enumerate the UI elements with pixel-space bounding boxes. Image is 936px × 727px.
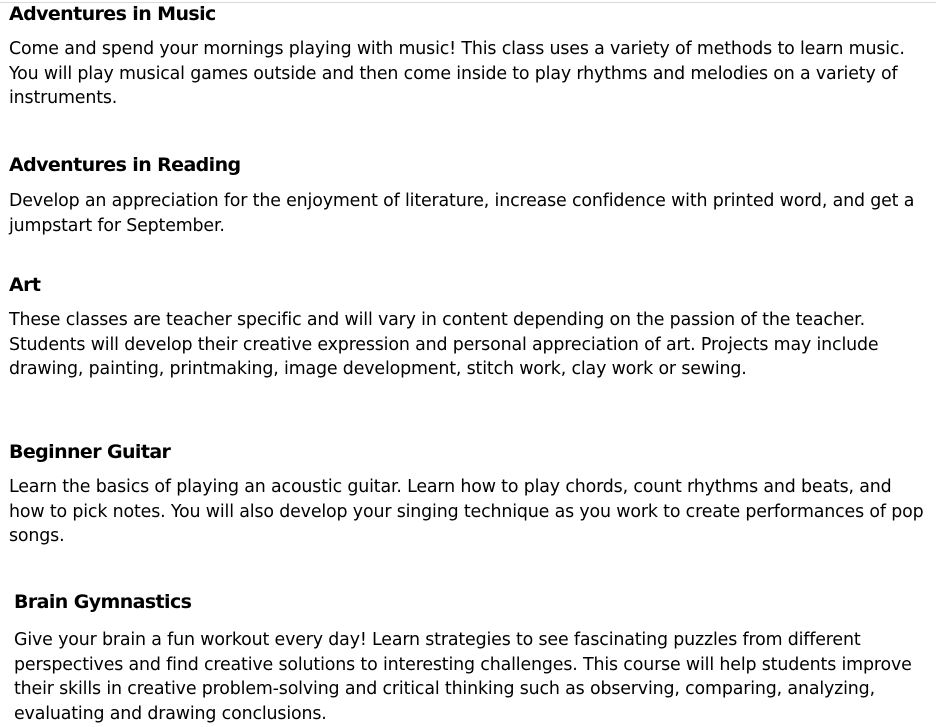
course-description: Come and spend your mornings playing with music! This class uses a variety of methods to learn music. You will play musical games outside and then come inside to play rhythms and melodies on a variety of instruments. [9, 39, 905, 108]
course-title: Art [9, 274, 41, 296]
course-description: Learn the basics of playing an acoustic guitar. Learn how to play chords, count rhythms and beats, and how to pick notes. You will also develop your singing technique as you work to create performances of pop songs. [9, 477, 924, 546]
course-description: Give your brain a fun workout every day! Learn strategies to see fascinating puzzles from different perspectives and find creative solutions to interesting challenges. This course will help students improve their skills in creative problem-solving and critical thinking such as observing, comparing, analyzing, evaluating and drawing conclusions. [14, 630, 912, 724]
course-title: Beginner Guitar [9, 441, 171, 463]
course-title: Adventures in Reading [9, 154, 241, 176]
course-description: These classes are teacher specific and will vary in content depending on the passion of the teacher. Students will develop their creative expression and personal appreciation of art. Projects may include drawing, painting, printmaking, image development, stitch work, clay work or sewing. [9, 310, 879, 379]
course-title: Adventures in Music [9, 3, 216, 25]
course-adventures-in-music [9, 2, 929, 111]
course-title: Brain Gymnastics [14, 591, 192, 613]
course-adventures-in-reading [9, 153, 929, 238]
course-description: Develop an appreciation for the enjoyment of literature, increase confidence with printed word, and get a jumpstart for September. [9, 191, 915, 236]
course-beginner-guitar [9, 440, 929, 549]
course-brain-gymnastics [14, 590, 930, 726]
course-art [9, 273, 929, 382]
